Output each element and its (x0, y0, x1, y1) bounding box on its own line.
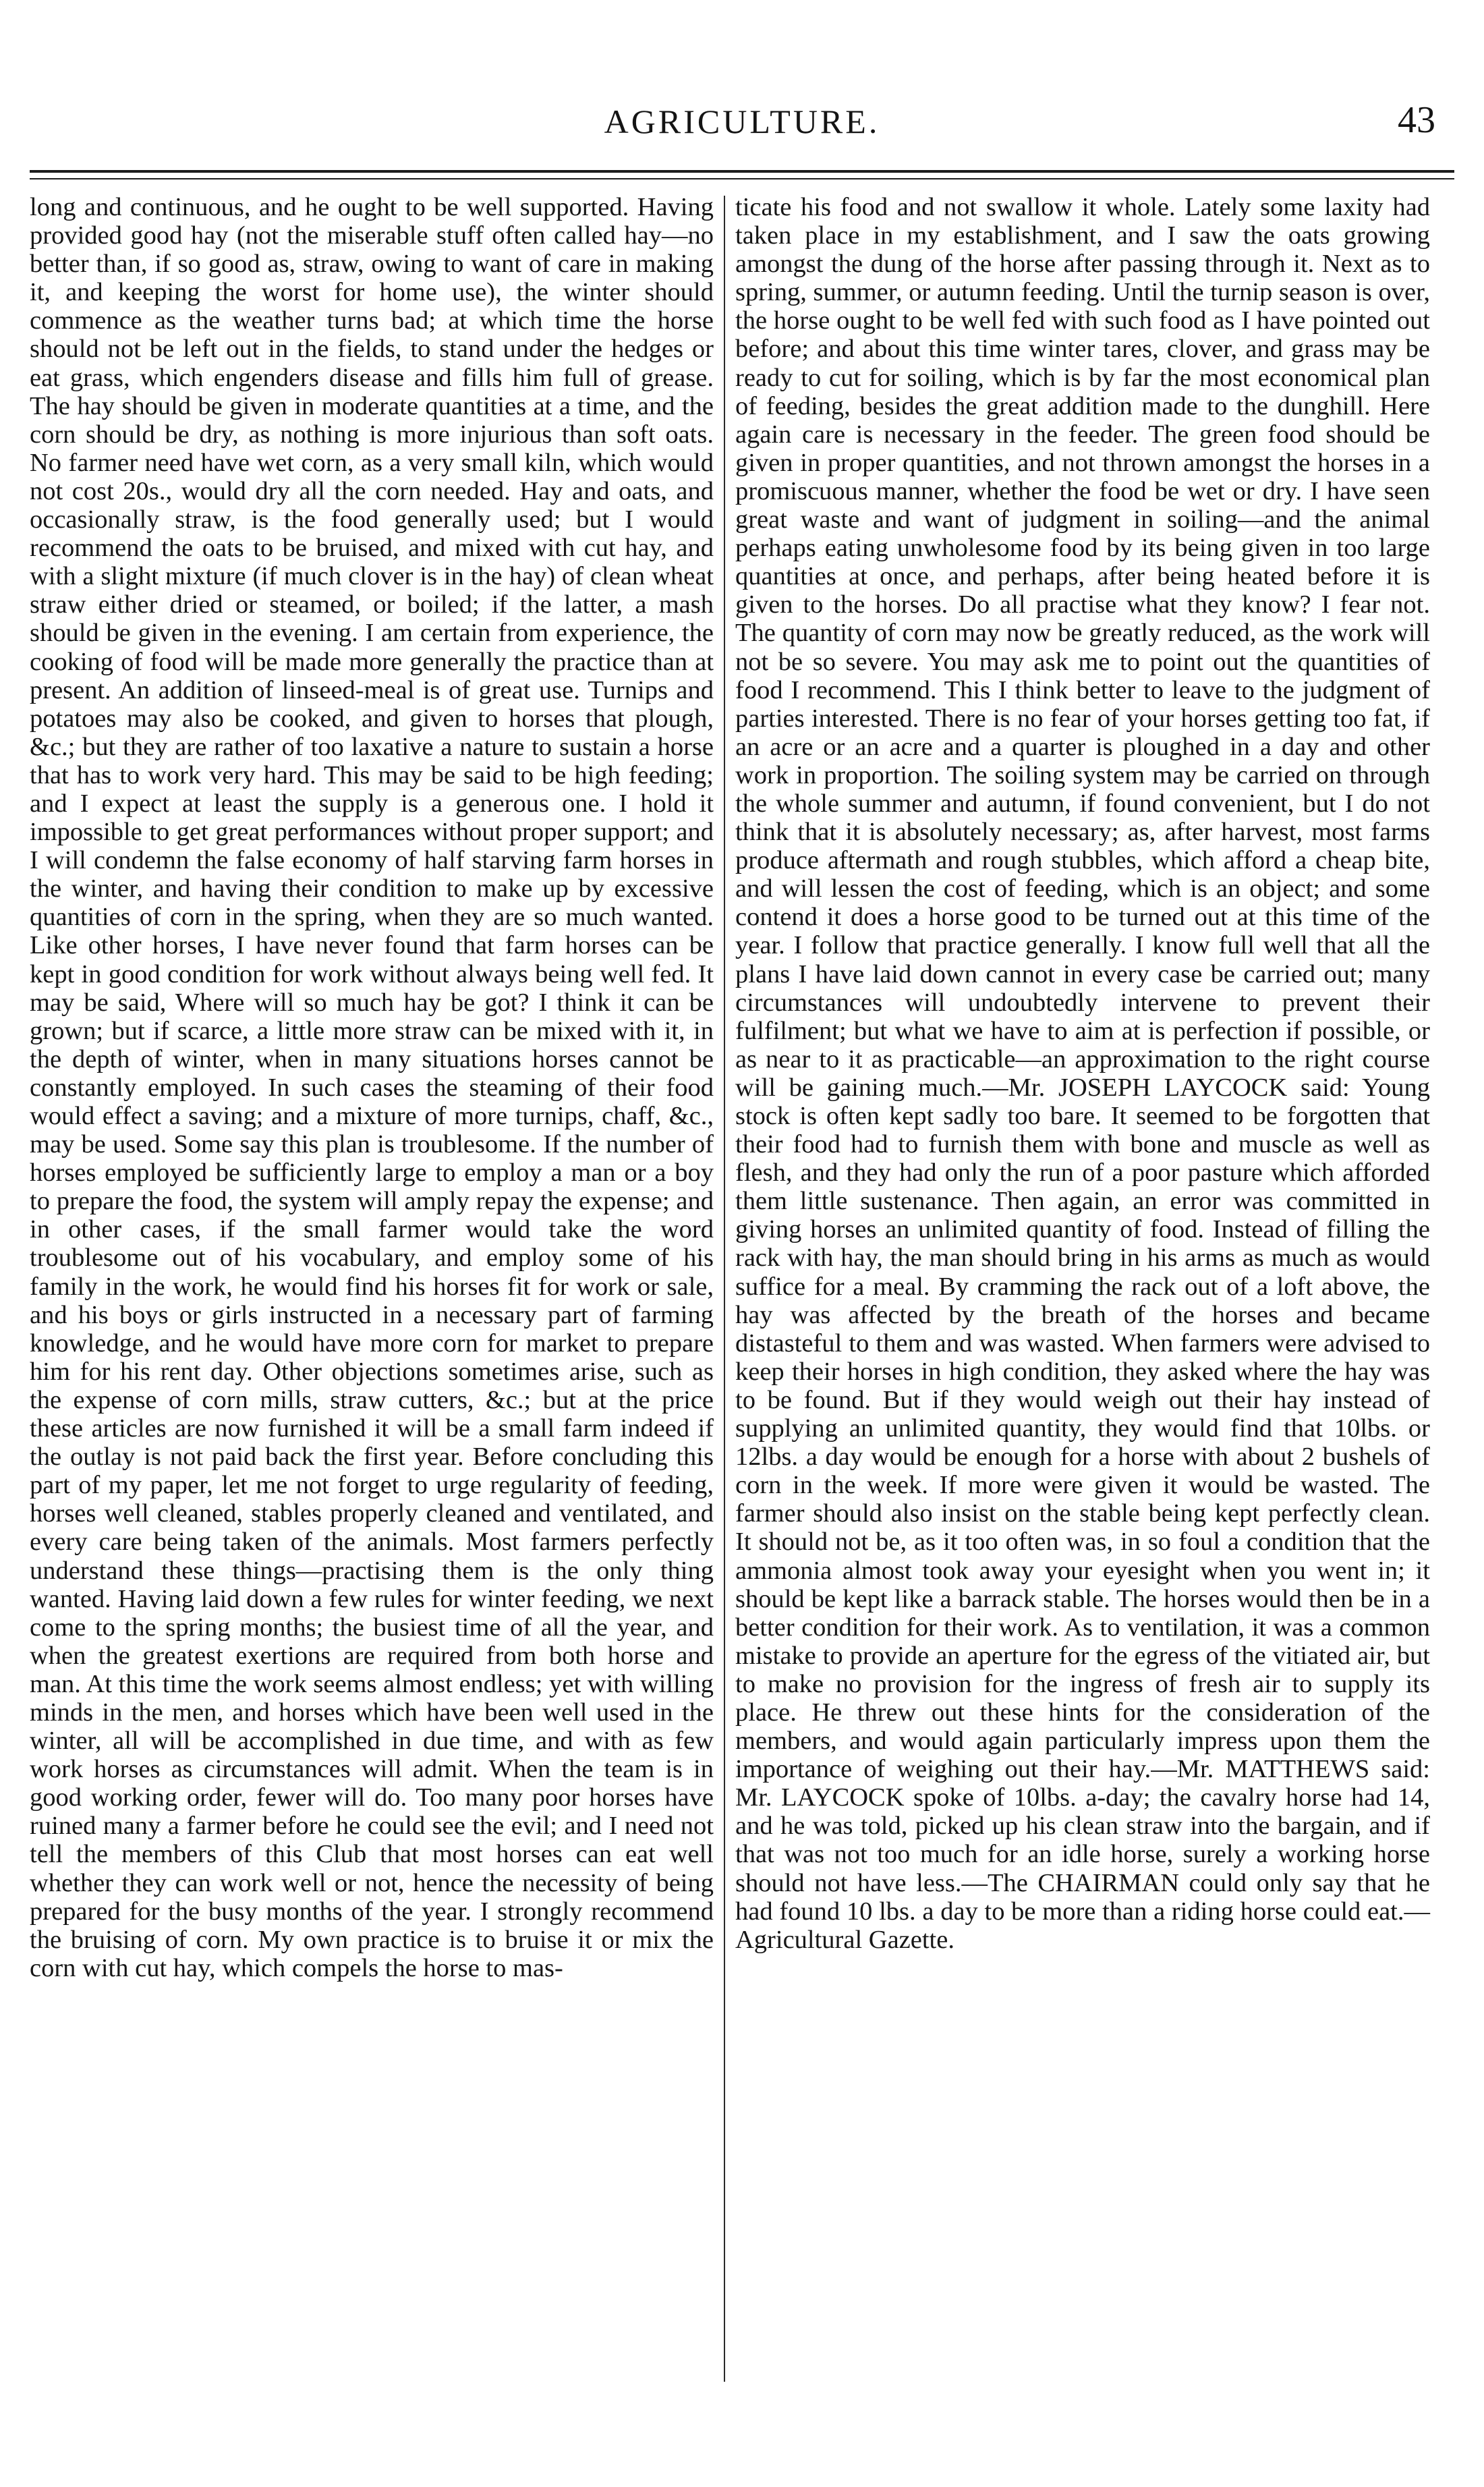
running-title: AGRICULTURE. (604, 103, 880, 140)
page-number: 43 (1398, 99, 1435, 141)
left-column-text: long and continuous, and he ought to be well supported. Having provided good hay (not the miserable stuff often called hay—no better than, if so good as, straw, owing to want of care in making it, and keeping the worst for home use), the winter should commence as the weather turns bad; at which time the horse should not be left out in the fields, to stand under the hedges or eat grass, which engenders disease and fills him full of grease. The hay should be given in moderate quantities at a time, and the corn should be dry, as nothing is more injurious than soft oats. No farmer need have wet corn, as a very small kiln, which would not cost 20s., would dry all the corn needed. Hay and oats, and occasionally straw, is the food generally used; but I would recommend the oats to be bruised, and mixed with cut hay, and with a slight mixture (if much clover is in the hay) of clean wheat straw either dried or steamed, or boiled; if the latter, a mash should be given in the evening. I am certain from experience, the cooking of food will be made more generally the practice than at present. An addition of linseed-meal is of great use. Turnips and potatoes may also be cooked, and given to horses that plough, &c.; but they are rather of too laxative a nature to sustain a horse that has to work very hard. This may be said to be high feeding; and I expect at least the supply is a generous one. I hold it impossible to get great performances without proper support; and I will condemn the false economy of half starving farm horses in the winter, and having their condition to make up by excessive quantities of corn in the spring, when they are so much wanted. Like other horses, I have never found that farm horses can be kept in good condition for work without always being well fed. It may be said, Where will so much hay be got? I think it can be grown; but if scarce, a little more straw can be mixed with it, in the depth of winter, when in many situations horses cannot be constantly employed. In such cases the steaming of their food would effect a saving; and a mixture of more turnips, chaff, &c., may be used. Some say this plan is troublesome. If the number of horses employed be sufficiently large to employ a man or a boy to prepare the food, the system will amply repay the expense; and in other cases, if the small farmer would take the word troublesome out of his vocabulary, and employ some of his family in the work, he would find his horses fit for work or sale, and his boys or girls instructed in a necessary part of farming knowledge, and he would have more corn for market to prepare him for his rent day. Other objections sometimes arise, such as the expense of corn mills, straw cutters, &c.; but at the price these articles are now furnished it will be a small farm indeed if the outlay is not paid back the first year. Before concluding this part of my paper, let me not forget to urge regularity of feeding, horses well cleaned, stables properly cleaned and ventilated, and every care being taken of the animals. Most farmers perfectly understand these things—practising them is the only thing wanted. Having laid down a few rules for winter feeding, we next come to the spring months; the busiest time of all the year, and when the greatest exertions are required from both horse and man. At this time the work seems almost endless; yet with willing minds in the men, and horses which have been well used in the winter, all will be accomplished in due time, and with as few work horses as circumstances will admit. When the team is in good working order, fewer will do. Too many poor horses have ruined many a farmer before he could see the evil; and I need not tell the members of this Club that most horses can eat well whether they can work well or not, hence the necessity of being prepared for the busy months of the year. I strongly recommend the bruising of corn. My own practice is to bruise it or mix the corn with cut hay, which compels the horse to mas- (30, 193, 714, 1982)
right-column (735, 193, 1430, 1954)
right-column-text: ticate his food and not swallow it whole. Lately some laxity had taken place in my establishment, and I saw the oats growing amongst the dung of the horse after passing through it. Next as to spring, summer, or autumn feeding. Until the turnip season is over, the horse ought to be well fed with such food as I have pointed out before; and about this time winter tares, clover, and grass may be ready to cut for soiling, which is by far the most economical plan of feeding, besides the great addition made to the dunghill. Here again care is necessary in the feeder. The green food should be given in proper quantities, and not thrown amongst the horses in a promiscuous manner, whether the food be wet or dry. I have seen great waste and want of judgment in soiling—and the animal perhaps eating unwholesome food by its being given in too large quantities at once, and perhaps, after being heated before it is given to the horses. Do all practise what they know? I fear not. The quantity of corn may now be greatly reduced, as the work will not be so severe. You may ask me to point out the quantities of food I recommend. This I think better to leave to the judgment of parties interested. There is no fear of your horses getting too fat, if an acre or an acre and a quarter is ploughed in a day and other work in proportion. The soiling system may be carried on through the whole summer and autumn, if found convenient, but I do not think that it is absolutely necessary; as, after harvest, most farms produce aftermath and rough stubbles, which afford a cheap bite, and will lessen the cost of feeding, which is an object; and some contend it does a horse good to be turned out at this time of the year. I follow that practice generally. I know full well that all the plans I have laid down cannot in every case be carried out; many circumstances will undoubtedly intervene to prevent their fulfilment; but what we have to aim at is perfection if possible, or as near to it as practicable—an approximation to the right course will be gaining much.—Mr. JOSEPH LAYCOCK said: Young stock is often kept sadly too bare. It seemed to be forgotten that their food had to furnish them with bone and muscle as well as flesh, and they had only the run of a poor pasture which afforded them little sustenance. Then again, an error was committed in giving horses an unlimited quantity of food. Instead of filling the rack with hay, the man should bring in his arms as much as would suffice for a meal. By cramming the rack out of a loft above, the hay was affected by the breath of the horses and became distasteful to them and was wasted. When farmers were advised to keep their horses in high condition, they asked where the hay was to be found. But if they would weigh out their hay instead of supplying an unlimited quantity, they would find that 10lbs. or 12lbs. a day would be enough for a horse with about 2 bushels of corn in the week. If more were given it would be wasted. The farmer should also insist on the stable being kept perfectly clean. It should not be, as it too often was, in so foul a condition that the ammonia almost took away your eyesight when you went in; it should be kept like a barrack stable. The horses would then be in a better condition for their work. As to ventilation, it was a common mistake to provide an aperture for the egress of the vitiated air, but to make no provision for the ingress of fresh air to supply its place. He threw out these hints for the consideration of the members, and would again particularly impress upon them the importance of weighing out their hay.—Mr. MATTHEWS said: Mr. LAYCOCK spoke of 10lbs. a-day; the cavalry horse had 14, and he was told, picked up his clean straw into the bargain, and if that was not too much for an idle horse, surely a working horse should not have less.—The CHAIRMAN could only say that he had found 10 lbs. a day to be more than a riding horse could eat.—Agricultural Gazette. (735, 193, 1430, 1954)
left-column (30, 193, 714, 1982)
running-head (0, 101, 1484, 148)
header-double-rule (30, 170, 1454, 179)
column-divider (724, 196, 725, 2382)
